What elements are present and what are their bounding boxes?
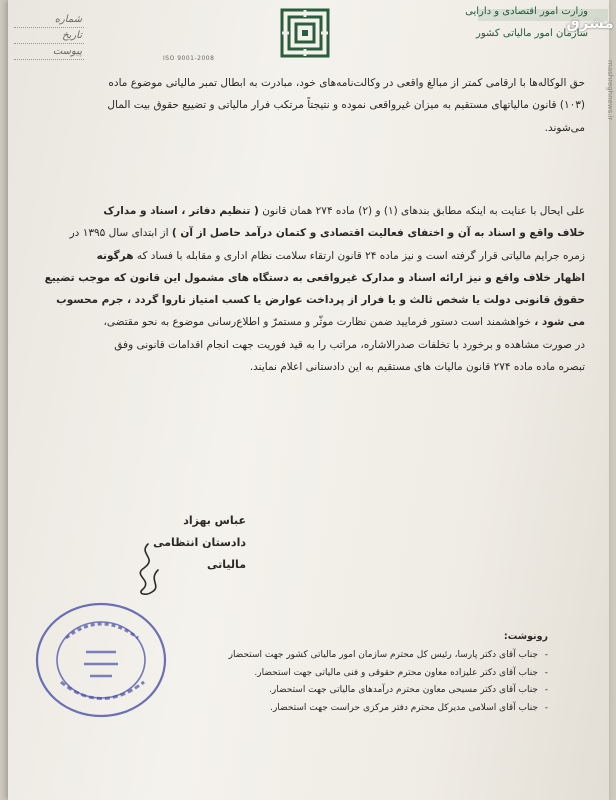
text-line [40,311,585,333]
cc-item: - جناب آقای دکتر علیزاده معاون محترم حقوقی و فنی مالیاتی جهت استحضار. [198,665,548,682]
text-line: حق الوکاله‌ها با ارقامی کمتر از مبالغ واقعی در وکالت‌نامه‌های خود، مبادرت به ابطال تمبر مالیاتی موضوع ماده [108,77,585,89]
cc-title: رونوشت: [503,631,548,642]
bold-span: خلاف واقع و اسناد به آن و اختفای فعالیت اقتصادی و کتمان درآمد حاصل از آن ) [171,227,585,240]
text-line [40,222,585,244]
text-line: در صورت مشاهده و برخورد با تخلفات صدرالاشاره، مراتب را به قید فوریت جهت انجام اقدامات قانونی وفق [114,338,585,351]
watermark-logo: مشرق [566,14,614,32]
text-line: می‌شوند. [544,121,585,134]
text-line: تبصره ماده ماده ۲۷۴ قانون مالیات های مستقیم به این دادستانی اعلام نمایند. [249,361,585,374]
ministry-name: وزارت امور اقتصادی و دارایی [465,6,588,17]
text-line [40,200,585,222]
official-seal-icon [26,590,176,730]
organization-name: سازمان امور مالیاتی کشور [476,28,588,39]
bold-span: ( تنظیم دفاتر ، اسناد و مدارک [103,205,259,217]
ministry-emblem-icon [280,8,330,58]
text-span: از ابتدای سال ۱۳۹۵ در [69,227,169,240]
paragraph-2 [40,200,585,378]
watermark-url: mashreghnews.ir [606,60,614,121]
text-line: (۱۰۳) قانون مالیاتهای مستقیم به میزان غیرواقعی نموده و نتیجتاً مرتکب فرار مالیاتی و تضییع حقوق بیت المال [107,99,585,112]
cc-list [198,628,548,717]
text-line [40,245,585,267]
iso-label: ISO 9001-2008 [163,55,215,62]
text-span: علی ایحال با عنایت به اینکه مطابق بندهای (۱) و (۲) ماده ۲۷۴ همان قانون [262,205,585,217]
text-span: زمره جرایم مالیاتی قرار گرفته است و نیز ماده ۲۴ قانون ارتقاء سلامت نظام اداری و مقابله با فساد که [136,249,585,262]
text-line: اظهار خلاف واقع و نیز ارائه اسناد و مدارک غیرواقعی به دستگاه های مشمول این قانون که موجب تضییع [44,271,585,284]
cc-item: - جناب آقای دکتر مسیحی معاون محترم درآمدهای مالیاتی جهت استحضار. [198,682,548,699]
date-label: تاریخ [14,28,84,44]
reference-fields [14,12,84,60]
letter-page [8,0,614,800]
cc-item: - جناب آقای اسلامی مدیرکل محترم دفتر مرکزی حراست جهت استحضار. [198,700,548,717]
text-span: خواهشمند است دستور فرمایید ضمن نظارت موثّر و مستمرّ و اطلاع‌رسانی موضوع به نحو مقتضی، [103,316,531,329]
number-label: شماره [14,12,84,28]
bold-span: می شود ، [534,316,585,329]
paragraph-1 [40,72,585,139]
attachment-label: پیوست [14,44,84,60]
signer-name: عباس بهزاد [183,514,246,527]
text-line: حقوق قانونی دولت یا شخص ثالث و یا فرار از پرداخت عوارض یا کسب امتیاز ناروا گردد ، جرم محسوب [56,294,585,307]
cc-item: - جناب آقای دکتر پارسا، رئیس کل محترم سازمان امور مالیاتی کشور جهت استحضار [198,647,548,664]
bold-span: هرگونه [96,249,134,262]
signer-title: دادستان انتظامی مالیاتی [153,536,246,571]
